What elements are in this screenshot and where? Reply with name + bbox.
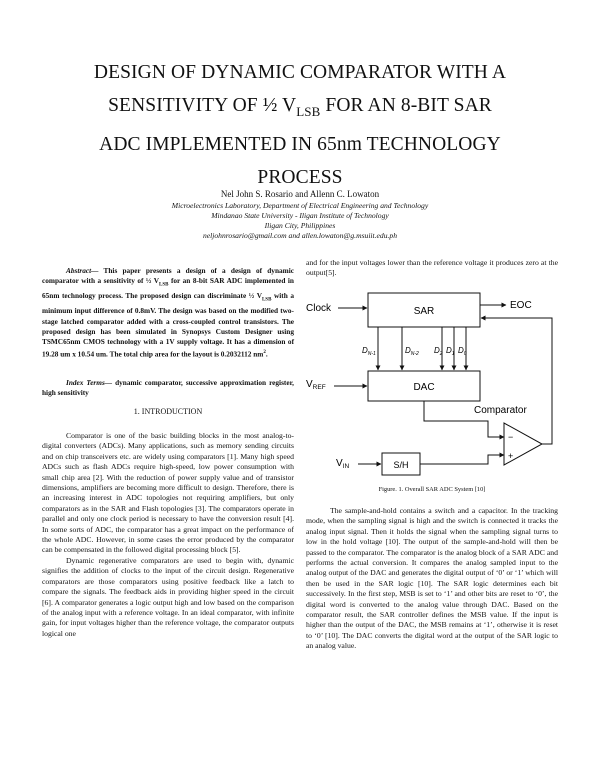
clock-label: Clock [306,303,332,314]
introduction-body [42,431,294,639]
right-column-bottom-text [306,506,558,652]
abstract-lead: Abstract— [66,266,99,275]
abstract-text-1: This paper presents a design of a design of dynamic comparator with a sensitivity of ½ V [42,266,294,286]
vin-sub: IN [342,463,350,470]
d-0-sub: 0 [463,351,467,357]
title-line-2-post: FOR AN 8-BIT SAR [320,95,492,116]
index-terms [42,378,294,399]
d-2-label [434,346,443,357]
comparator-label: Comparator [474,405,527,416]
title-line-3: ADC IMPLEMENTED IN 65nm TECHNOLOGY [99,133,501,155]
d-n-1-sub: N-1 [367,351,376,357]
title-line-1: DESIGN OF DYNAMIC COMPARATOR WITH A [93,62,507,83]
comparator-minus: − [508,432,514,442]
abstract-sup: 2 [263,349,266,355]
vref-sub: REF [312,384,326,391]
right-column-top-text [306,258,558,279]
right-top-paragraph: and for the input voltages lower than the reference voltage it produces zero at the output[5]. [306,258,558,278]
affiliation-city: Iligan City, Philippines [264,221,336,230]
title-line-2-pre: SENSITIVITY OF ½ V [108,95,297,116]
d-1-letter: D [446,346,452,355]
abstract-end: . [265,349,268,359]
index-terms-lead: Index Terms— [66,378,113,387]
right-bottom-paragraph: The sample-and-hold contains a switch and a capacitor. In the tracking mode, when the sampling signal is high and the switch is connected it tracks the analog input signal. Then it holds the signal when the sampling signal turns to low in the hold voltage [10]. The output of the sample-and-hold will then be passed to the comparator. The comparator is the analog block of a SAR ADC and performs the actual conversion. It compares the analog sampled input to the analog output of the DAC and generates the digital output of ‘0’ or ‘1’ which will then be used in the SAR logic [10]. The SAR logic determines each bit successively. In the first step, MSB is set to ‘1’ and other bits are reset to ‘0’, the digital word is converted to the analog value through DAC. Based on the comparator result, the SAR controller defines the MSB value. If the input is higher than the output of the DAC, the MSB remains at ‘1’, otherwise it is reset to ‘0’ [10]. The DAC converts the digital word at the output of the SAR logic to an analog value. [306,506,558,651]
title-line-2 [30,89,570,128]
eoc-label: EOC [510,300,532,311]
abstract-text-2: for an 8-bit SAR ADC implemented in 65nm technology process. The proposed design can discriminate ½ V [42,276,294,301]
vref-label [306,379,326,391]
vin-label [336,458,349,470]
d-0-label [458,346,467,357]
d-2-letter: D [434,346,440,355]
intro-paragraph-1: Comparator is one of the basic building blocks in the most analog-to-digital converters (ADCs). Many applications, such as memory sending circuits and on chip transceivers etc. are widely using comparators [1]. Many high speed ADCs such as flash ADCs require high-speed, low power consumption with small chip area [2]. With the reduction of power supply value and of transistor dimensions, amplifiers are becoming more difficult to design. Therefore, there is an increasing interest in ADC topologies not requiring amplifiers, but only comparators as in the SAR and Flash topologies [3]. The comparators operate in parallel and only one clock period is necessary to have the conversion result [4]. In some sorts of ADC, the comparator has a great impact on the performance of the whole ADC. However, in some cases the error produced by the comparator can be compensated in the followed digital processing block [5]. [42,431,294,555]
intro-paragraph-2: Dynamic regenerative comparators are used to begin with, dynamic signifies the addition of clocks to the input of the circuit design. Regenerative comparators are those comparators using positive feedback like a latch to compare the signals. The feedback aids in providing higher speed in the circuit [6]. A comparator generates a logic output high and low based on the comparison of the analog input with a reference voltage. In an ideal comparator, with infinite gain, for input voltages higher than the reference voltage, the comparator outputs logical one [42,555,294,638]
sar-adc-block-diagram [306,283,558,483]
d-1-sub: 1 [451,351,455,357]
figure-caption: Figure. 1. Overall SAR ADC System [10] [378,486,486,493]
d-n-1-label [362,346,376,357]
comparator-plus: + [508,451,514,461]
title-line-2-sub: LSB [296,103,321,119]
index-terms-text: dynamic comparator, successive approximation register, high sensitivity [42,378,294,398]
d-1-label [446,346,455,357]
abstract-sub-1: LSB [159,282,169,288]
sample-hold-label: S/H [393,460,409,470]
d-n-2-sub: N-2 [410,351,419,357]
paper-title [30,56,570,194]
d-n-2-letter: D [405,346,411,355]
d-n-1-letter: D [362,346,368,355]
dac-label: DAC [413,382,435,393]
vref-letter: V [306,379,313,390]
sar-label: SAR [413,306,435,317]
sh-to-comparator-wire [420,455,504,464]
title-line-4: PROCESS [257,166,343,188]
author-emails: neljohnrosario@gmail.com and allen.lowaton@g.msuiit.edu.ph [202,231,398,240]
d-0-letter: D [458,346,464,355]
comparator-feedback-wire [481,318,552,444]
abstract-text-3: with a minimum input difference of 0.8mV. The design was based on the modified two-stage latched comparator added with a cross-coupled control transistors. The proposed design has been simulated in Synopsys Custom Designer using TSMC65nm CMOS technology with a 1V supply voltage. It has a dimension of 19.28 um x 10.54 um. The total chip area for the layout is 0.2032112 nm [42,291,294,359]
d-n-2-label [405,346,419,357]
section-heading-introduction: 1. INTRODUCTION [133,407,203,416]
d-2-sub: 2 [439,351,443,357]
author-names: Nel John S. Rosario and Allenn C. Lowaton [220,189,380,199]
abstract [42,266,294,360]
vin-letter: V [336,458,343,469]
affiliation-lab: Microelectronics Laboratory, Department of Electrical Engineering and Technology [171,201,429,210]
affiliation-university: Mindanao State University - Iligan Institute of Technology [211,211,389,220]
abstract-sub-2: LSB [261,297,272,303]
